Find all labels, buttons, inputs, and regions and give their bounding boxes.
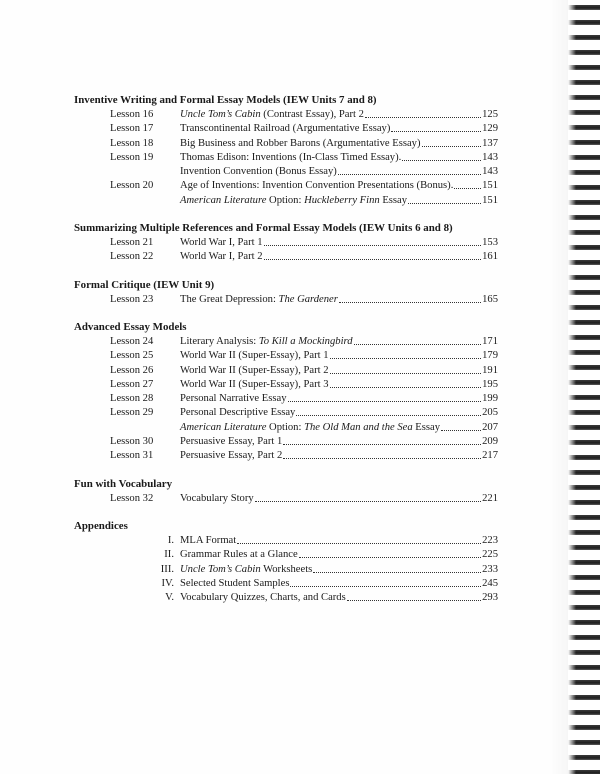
- dot-leader: [283, 449, 481, 459]
- toc-section: [74, 519, 498, 605]
- entry-label: Lesson 24: [110, 335, 154, 347]
- dot-leader: [264, 236, 482, 246]
- section-title: Inventive Writing and Formal Essay Models (IEW Units 7 and 8): [74, 94, 377, 106]
- entry-title-text: World War I, Part 2: [180, 251, 263, 263]
- entry-label: Lesson 17: [110, 123, 154, 135]
- toc-entry: [74, 577, 498, 591]
- entry-label: V.: [165, 592, 174, 604]
- entry-label: Lesson 21: [110, 237, 154, 249]
- page-number: 221: [482, 492, 498, 504]
- page-number: 171: [482, 335, 498, 347]
- entry-title: [180, 548, 298, 562]
- toc-entry: [74, 165, 498, 179]
- toc-entry: [74, 534, 498, 548]
- entry-title-text: World War II (Super-Essay), Part 2: [180, 364, 329, 376]
- entry-title: [180, 364, 329, 378]
- toc-entry: [74, 108, 498, 122]
- entry-label: Lesson 30: [110, 436, 154, 448]
- dot-leader: [255, 492, 481, 502]
- entry-title: [180, 194, 407, 208]
- entry-title: [180, 236, 263, 250]
- toc-section: [74, 320, 498, 464]
- entry-title-italic: Uncle Tom’s Cabin: [180, 109, 261, 120]
- entry-title: [180, 122, 390, 136]
- page-number: 207: [482, 421, 498, 433]
- page-number: 143: [482, 166, 498, 178]
- page-number: 233: [482, 563, 498, 575]
- toc-section: [74, 278, 498, 307]
- dot-leader: [288, 392, 482, 402]
- entry-title-text: Thomas Edison: Inventions (In-Class Timed Essay).: [180, 151, 402, 163]
- entry-title-text: Transcontinental Railroad (Argumentative Essay): [180, 123, 391, 135]
- toc-entry: [74, 179, 498, 193]
- entry-title: [180, 179, 453, 193]
- toc-entry: [74, 194, 498, 208]
- toc-section: [74, 221, 498, 265]
- entry-title: [180, 563, 312, 577]
- entry-title-italic: The Gardener: [278, 293, 338, 305]
- entry-title: [180, 435, 282, 449]
- dot-leader: [454, 179, 481, 189]
- dot-leader: [365, 108, 481, 118]
- entry-title: [180, 165, 337, 179]
- dot-leader: [441, 421, 481, 431]
- dot-leader: [283, 435, 481, 445]
- dot-leader: [264, 250, 482, 260]
- page-number: 293: [482, 592, 498, 604]
- entry-label: Lesson 16: [110, 109, 154, 120]
- section-title: Fun with Vocabulary: [74, 477, 173, 490]
- table-of-contents: [74, 93, 498, 618]
- entry-title: [180, 335, 353, 349]
- entry-title-text: Age of Inventions: Invention Convention Presentations (Bonus).: [180, 180, 454, 192]
- entry-label: II.: [164, 549, 174, 561]
- toc-entry: [74, 421, 498, 435]
- entry-title: [180, 449, 282, 463]
- entry-title: [180, 577, 289, 591]
- entry-title-text: World War II (Super-Essay), Part 3: [180, 378, 329, 390]
- section-title: Formal Critique (IEW Unit 9): [74, 278, 215, 291]
- page-number: 165: [482, 293, 498, 305]
- toc-entry: [74, 563, 498, 577]
- page-number: 199: [482, 393, 498, 405]
- dot-leader: [330, 364, 482, 374]
- page-number: 225: [482, 549, 498, 561]
- entry-title-text: Essay: [379, 194, 408, 206]
- entry-label: Lesson 29: [110, 407, 154, 419]
- toc-entry: [74, 449, 498, 463]
- entry-title-text: World War II (Super-Essay), Part 1: [180, 350, 329, 362]
- page-number: 223: [482, 534, 498, 546]
- spiral-binding: [568, 0, 600, 774]
- entry-label: Lesson 23: [110, 293, 154, 305]
- entry-label: III.: [160, 563, 174, 575]
- page-number: 151: [482, 194, 498, 206]
- page-number: 245: [482, 577, 498, 589]
- dot-leader: [296, 406, 481, 416]
- entry-title-text: Personal Narrative Essay: [180, 393, 287, 405]
- toc-entry: [74, 378, 498, 392]
- toc-entry: [74, 122, 498, 136]
- page-number: 217: [482, 450, 498, 462]
- entry-title-text: Big Business and Robber Barons (Argumentative Essay): [180, 137, 421, 149]
- toc-section: [74, 477, 498, 506]
- entry-label: IV.: [161, 577, 174, 589]
- toc-entry: [74, 591, 498, 605]
- entry-title-text: (Contrast Essay), Part 2: [260, 109, 364, 120]
- page-number: 137: [482, 137, 498, 149]
- dot-leader: [338, 165, 481, 175]
- entry-title: [180, 534, 236, 548]
- entry-title-text: Option:: [266, 421, 305, 433]
- entry-title-text: The Great Depression:: [180, 293, 279, 305]
- entry-title: [180, 591, 346, 605]
- toc-entry: [74, 349, 498, 363]
- toc-entry: [74, 392, 498, 406]
- toc-section: [74, 93, 498, 208]
- section-title: Advanced Essay Models: [74, 320, 187, 333]
- toc-entry: [74, 364, 498, 378]
- entry-title-text: Personal Descriptive Essay: [180, 407, 296, 419]
- entry-title: [180, 250, 263, 264]
- dot-leader: [299, 548, 481, 558]
- dot-leader: [330, 349, 482, 359]
- toc-entry: [74, 406, 498, 420]
- section-title: Summarizing Multiple References and Formal Essay Models (IEW Units 6 and 8): [74, 222, 453, 235]
- entry-label: Lesson 26: [110, 364, 154, 376]
- dot-leader: [408, 194, 481, 204]
- dot-leader: [354, 335, 482, 345]
- dot-leader: [290, 577, 481, 587]
- entry-title-italic: Huckleberry Finn: [304, 194, 380, 206]
- toc-entry: [74, 250, 498, 264]
- entry-title-italic: Uncle Tom’s Cabin: [180, 563, 261, 575]
- page-number: 195: [482, 378, 498, 390]
- toc-entry: [74, 548, 498, 562]
- page-number: 179: [482, 350, 498, 362]
- entry-title-italic: American Literature: [180, 194, 267, 206]
- entry-title-text: World War I, Part 1: [180, 237, 263, 249]
- entry-label: Lesson 31: [110, 450, 154, 462]
- entry-title: [180, 406, 295, 420]
- entry-title: [180, 378, 329, 392]
- dot-leader: [391, 122, 481, 132]
- entry-title: [180, 421, 440, 435]
- entry-title-text: Option:: [266, 194, 305, 206]
- entry-title-text: Literary Analysis:: [180, 335, 259, 347]
- entry-title-italic: To Kill a Mockingbird: [258, 335, 353, 347]
- entry-title-text: Essay: [412, 421, 441, 433]
- toc-entry: [74, 151, 498, 165]
- entry-title-text: Vocabulary Story: [180, 492, 254, 504]
- entry-title: [180, 137, 421, 151]
- page-number: 205: [482, 407, 498, 419]
- entry-title: [180, 151, 401, 165]
- entry-label: Lesson 32: [110, 492, 154, 504]
- entry-title-text: Persuasive Essay, Part 2: [180, 450, 283, 462]
- entry-title: [180, 492, 254, 506]
- page-number: 151: [482, 180, 498, 192]
- entry-label: Lesson 28: [110, 393, 154, 405]
- entry-label: Lesson 18: [110, 137, 154, 149]
- dot-leader: [422, 137, 482, 147]
- page-number: 143: [482, 151, 498, 163]
- entry-title-italic: The Old Man and the Sea: [304, 421, 413, 433]
- entry-title-italic: American Literature: [180, 421, 267, 433]
- toc-entry: [74, 137, 498, 151]
- page-number: 153: [482, 237, 498, 249]
- toc-entry: [74, 236, 498, 250]
- entry-title: [180, 293, 338, 307]
- entry-label: Lesson 27: [110, 378, 154, 390]
- page-number: 129: [482, 123, 498, 135]
- entry-title: [180, 349, 329, 363]
- dot-leader: [313, 563, 481, 573]
- entry-label: Lesson 20: [110, 180, 154, 192]
- dot-leader: [402, 151, 481, 161]
- page-number: 161: [482, 251, 498, 263]
- dot-leader: [339, 293, 481, 303]
- entry-label: Lesson 25: [110, 350, 154, 362]
- toc-entry: [74, 435, 498, 449]
- dot-leader: [347, 591, 481, 601]
- entry-title-text: Invention Convention (Bonus Essay): [180, 166, 337, 178]
- entry-label: I.: [167, 534, 174, 546]
- entry-title: [180, 392, 287, 406]
- dot-leader: [330, 378, 482, 388]
- entry-title-text: MLA Format: [180, 534, 237, 546]
- page-number: 209: [482, 436, 498, 448]
- dot-leader: [237, 534, 481, 544]
- entry-label: Lesson 22: [110, 251, 154, 263]
- page-number: 125: [482, 109, 498, 120]
- entry-title-text: Worksheets: [260, 563, 313, 575]
- entry-title-text: Grammar Rules at a Glance: [180, 549, 298, 561]
- toc-entry: [74, 293, 498, 307]
- section-title: Appendices: [74, 519, 128, 532]
- entry-title-text: Selected Student Samples: [180, 577, 290, 589]
- toc-entry: [74, 492, 498, 506]
- page-number: 191: [482, 364, 498, 376]
- toc-entry: [74, 335, 498, 349]
- entry-title-text: Vocabulary Quizzes, Charts, and Cards: [180, 592, 346, 604]
- entry-title-text: Persuasive Essay, Part 1: [180, 436, 283, 448]
- entry-title: [180, 108, 364, 122]
- entry-label: Lesson 19: [110, 151, 154, 163]
